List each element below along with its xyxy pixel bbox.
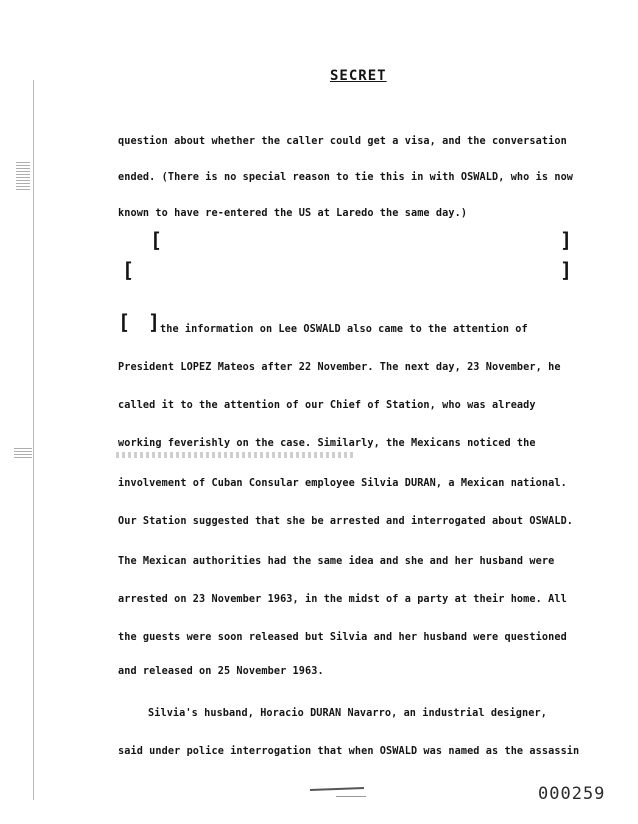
margin-stamp-mark [14,448,32,458]
text-line: President LOPEZ Mateos after 22 November. The next day, 23 November, he [118,362,561,373]
classification-heading: SECRET [330,68,387,84]
redaction-bracket-close: ] [560,228,573,252]
text-line: known to have re-entered the US at Laredo the same day.) [118,208,468,219]
redaction-bracket-open: [ [122,258,135,282]
text-line: ended. (There is no special reason to tie this in with OSWALD, who is now [118,172,574,183]
text-line: the guests were soon released but Silvia and her husband were questioned [118,632,567,643]
text-line: Our Station suggested that she be arrested and interrogated about OSWALD. [118,516,574,527]
text-line: question about whether the caller could get a visa, and the conversation [118,136,567,147]
footer-scribble [336,796,366,797]
text-line: involvement of Cuban Consular employee Silvia DURAN, a Mexican national. [118,478,567,489]
redaction-bracket-open: [ [118,310,131,334]
redaction-bracket-open: [ [150,228,163,252]
page-number: 000259 [538,784,606,804]
footer-scribble [310,787,364,791]
text-line: working feverishly on the case. Similarly, the Mexicans noticed the [118,438,536,449]
text-line: The Mexican authorities had the same idea and she and her husband were [118,556,555,567]
redaction-bracket-close: ] [560,258,573,282]
text-line: arrested on 23 November 1963, in the midst of a party at their home. All [118,594,567,605]
margin-rule [33,80,34,800]
margin-stamp-mark [16,162,30,190]
text-line: called it to the attention of our Chief of Station, who was already [118,400,536,411]
text-line: the information on Lee OSWALD also came to the attention of [160,324,528,335]
redaction-bracket-close: ] [148,310,161,334]
text-line: and released on 25 November 1963. [118,666,324,677]
text-line: Silvia's husband, Horacio DURAN Navarro, an industrial designer, [148,708,547,719]
text-line: said under police interrogation that when OSWALD was named as the assassin [118,746,580,757]
faint-bleed-through [116,452,356,458]
